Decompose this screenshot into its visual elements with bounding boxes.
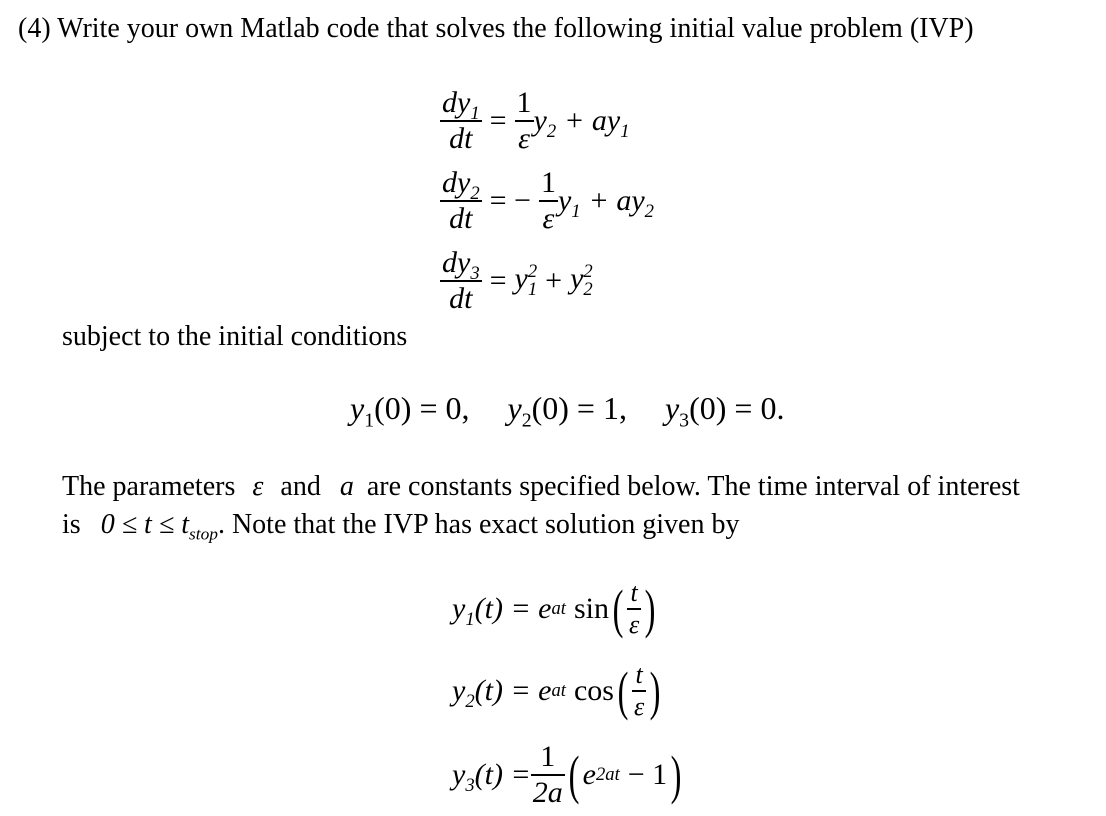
t-over-epsilon: $\frac{t}{\varepsilon}$ bbox=[633, 660, 645, 721]
ode-equation-3: $\frac{dy_3}{dt}$ = y 2 1 + y 2 2 bbox=[442, 246, 593, 315]
subject-line: subject to the initial conditions bbox=[62, 321, 408, 352]
solution-y3: $y_3$ (t) = $\frac{1}{2a}$ ( e 2at − 1 ) bbox=[452, 740, 682, 809]
interval-line: is $0 \le t \le t_{stop}$. Note that the IVP has exact solution given by bbox=[62, 509, 740, 544]
equals-sign: = bbox=[489, 264, 507, 297]
one-over-epsilon: $\frac{1}{\varepsilon}$ bbox=[516, 86, 532, 155]
initial-conditions: $y_1(0) = 0$, $y_2(0) = 1$, $y_3(0) = 0$. bbox=[350, 390, 785, 432]
dy3-dt-fraction: $\frac{dy_3}{dt}$ bbox=[442, 246, 480, 315]
one-over-2a: $\frac{1}{2a}$ bbox=[532, 740, 563, 809]
ode-equation-1: $\frac{dy_1}{dt}$ = $\frac{1}{\varepsilon}$ $y_2$ + $ay_1$ bbox=[442, 86, 630, 155]
solution-y1: $y_1$ (t) = e at sin ( $\frac{t}{\varepsilon}$ ) bbox=[452, 578, 656, 639]
t-over-epsilon: $\frac{t}{\varepsilon}$ bbox=[628, 578, 640, 639]
ode-equation-2: $\frac{dy_2}{dt}$ = − $\frac{1}{\varepsilon}$ $y_1$ + $ay_2$ bbox=[442, 166, 654, 235]
equals-minus-sign: = − bbox=[489, 184, 531, 217]
one-over-epsilon: $\frac{1}{\varepsilon}$ bbox=[540, 166, 556, 235]
parameters-line: The parameters ε and a are constants specified below. The time interval of interest bbox=[62, 471, 1020, 502]
dy1-dt-fraction: $\frac{dy_1}{dt}$ bbox=[442, 86, 480, 155]
solution-y2: $y_2$ (t) = e at cos ( $\frac{t}{\varepsilon}$ ) bbox=[452, 660, 661, 721]
problem-heading: (4) Write your own Matlab code that solves the following initial value problem (IVP) bbox=[18, 13, 974, 44]
equals-sign: = bbox=[489, 104, 507, 137]
dy2-dt-fraction: $\frac{dy_2}{dt}$ bbox=[442, 166, 480, 235]
